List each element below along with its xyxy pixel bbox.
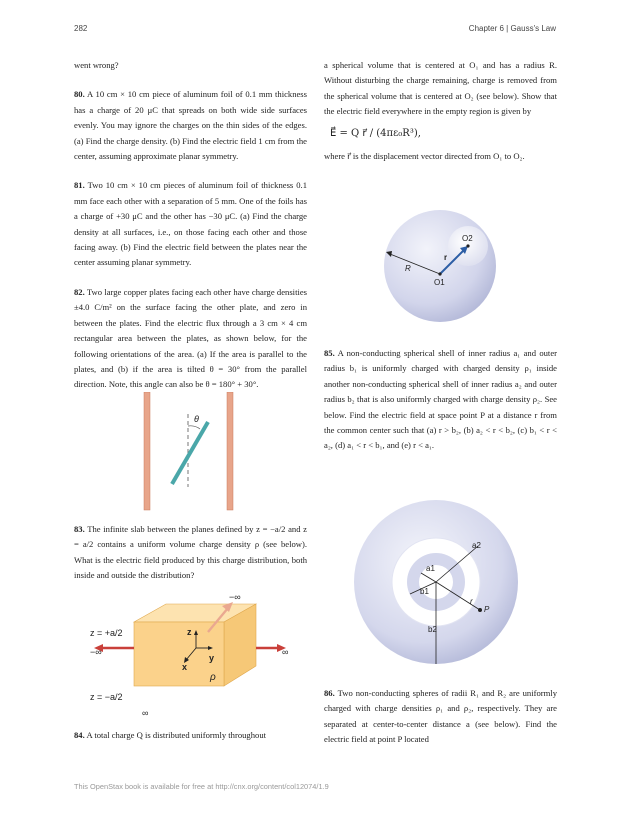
problem-82-number: 82. [74, 286, 85, 297]
neg-infinity-back-label: −∞ [229, 592, 241, 602]
problem-80-number: 80. [74, 89, 85, 100]
a2-label: a2 [472, 541, 481, 550]
center-O1-dot [438, 272, 441, 275]
right-column [324, 58, 557, 164]
equation-text: E⃗ = Q r⃗ / (4πε₀R³), [330, 127, 421, 139]
z-axis-label: z [187, 627, 192, 637]
O2-label: O2 [462, 234, 473, 243]
intro-text: went wrong? [74, 60, 119, 70]
P-label: P [484, 605, 490, 614]
problem-83-number: 83. [74, 524, 85, 534]
r-vector-label: r [444, 253, 448, 262]
x-axis-label: x [182, 662, 188, 672]
left-column-lower [74, 522, 307, 584]
problem-86-number: 86. [324, 688, 335, 698]
tilted-area [172, 422, 208, 484]
b2-label: b2 [428, 625, 437, 634]
chapter-title: Chapter 6 | Gauss's Law [468, 24, 556, 33]
problem-80-text: A 10 cm × 10 cm piece of aluminum foil of 0.1 mm thickness has a charge of 20 μC that spreads on both wide side surfaces evenly. You may ignore the charges on the thin sides of the edges. (a) Find the charge density. (b) Find the electric field 1 cm from the center, assuming approximate planar symmetry. [74, 89, 307, 162]
theta-label: θ [194, 414, 199, 424]
problem-84 [74, 728, 307, 743]
left-plate [144, 392, 150, 510]
problem-81-number: 81. [74, 180, 85, 191]
problem-84-text: A total charge Q is distributed uniformly throughout [86, 730, 267, 740]
problem-86-text: Two non-conducting spheres of radii R₁ and R₂ are uniformly charged with charge densities ρ₁ and ρ₂, respectively. They are separated at center-to-center distance a (see below). Find the electric field at point P located [324, 688, 557, 745]
problem-83 [74, 522, 307, 584]
problem-82 [74, 285, 307, 393]
problem-82-text: Two large copper plates facing each other have charge densities ±4.0 C/m² on the surface facing the other plate, and zero in between the plates. Find the electric flux through a 3 cm × 4 cm rectangular area between the plates, as shown below, for the following orientations of the area. (a) If the area is parallel to the plates, and (b) if the area is tilted θ = 30° from the parallel direction. Note, this angle can also be θ = 180° + 30°. [74, 286, 307, 390]
rho-label: ρ [210, 672, 216, 683]
left-column [74, 58, 307, 393]
problem-85-text: A non-conducting spherical shell of inner radius a₁ and outer radius b₁ is uniformly charged with charged density ρ₁ inside another non-conducting spherical shell of inner radius a₂ and outer radius b₂ that is also uniformly charged with charge density ρ₂. See below. Find the electric field at space point P at a distance r from the common center such that (a) r > b₂, (b) a₂ < r < b₂, (c) b₁ < r < a₂, (d) a₁ < r < b₁, and (e) r < a₁. [324, 348, 557, 451]
y-axis-label: y [209, 653, 215, 663]
problem-84-continued: a spherical volume that is centered at O₁ and has a radius R. Without disturbing the charge remaining, charge is removed from the spherical volume that is centered at O₂ (see below). Show that the electric field everywhere in the empty region is given by [324, 60, 557, 117]
equation [330, 126, 557, 141]
R-label: R [405, 264, 411, 273]
infinity-front-label: ∞ [142, 708, 149, 718]
where-text: where r⃗ is the displacement vector directed from O₁ to O₂. [324, 151, 525, 162]
page-number: 282 [74, 24, 88, 33]
sphere-figure [372, 208, 512, 328]
right-plate [227, 392, 233, 510]
problem-85-number: 85. [324, 348, 335, 358]
z-bottom-label: z = −a/2 [90, 692, 123, 702]
slab-figure [86, 590, 306, 720]
charged-sphere [384, 210, 496, 322]
problem-83-text: The infinite slab between the planes defined by z = −a/2 and z = a/2 contains a uniform volume charge density ρ (see below). What is the electric field produced by this charge distribution, both inside and outside the distribution? [74, 524, 307, 581]
right-column-middle [324, 346, 557, 454]
r-label: r [470, 597, 473, 606]
problem-86 [324, 686, 557, 748]
point-P-dot [478, 608, 482, 612]
center-O2-dot [466, 244, 469, 247]
left-column-bottom [74, 728, 307, 743]
problem-81-text: Two 10 cm × 10 cm pieces of aluminum foil of thickness 0.1 mm face each other with a separation of 5 mm. One of the foils has a charge of +30 μC and the other has −30 μC. (a) Find the charge density at all surfaces, i.e., on those facing each other and those facing away. (b) Find the electric field between the plates near the center assuming planar symmetry. [74, 180, 307, 268]
shells-figure [354, 494, 524, 674]
right-column-bottom [324, 686, 557, 748]
O1-label: O1 [434, 278, 445, 287]
problem-80 [74, 87, 307, 164]
problem-81 [74, 178, 307, 270]
problem-84-number: 84. [74, 730, 85, 740]
a1-label: a1 [426, 564, 435, 573]
z-top-label: z = +a/2 [90, 628, 123, 638]
problem-85 [324, 346, 557, 454]
b1-label: b1 [420, 587, 429, 596]
infinity-right-label: ∞ [282, 647, 289, 657]
neg-infinity-left-label: −∞ [90, 647, 102, 657]
footer-text: This OpenStax book is available for free at http://cnx.org/content/col12074/1.9 [74, 782, 329, 791]
angle-arc [188, 426, 200, 429]
plates-figure [100, 392, 280, 512]
